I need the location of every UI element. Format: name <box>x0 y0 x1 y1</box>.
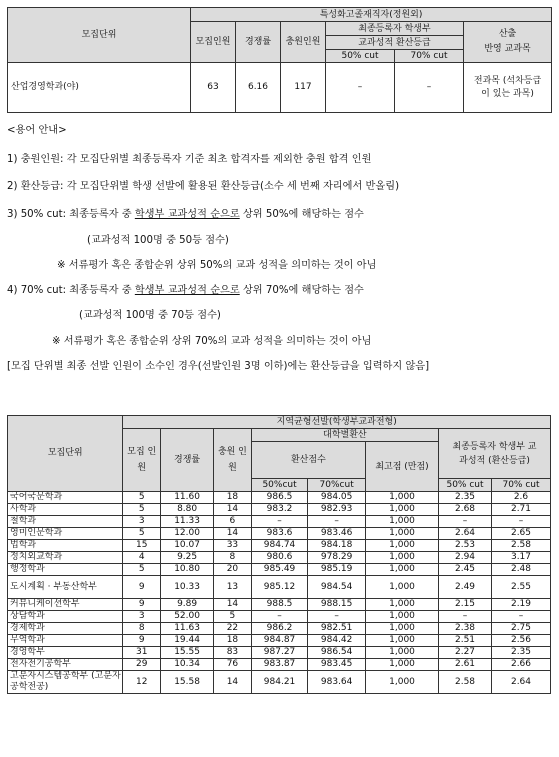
unit-cell: 행정학과 <box>8 564 123 576</box>
note-footer: [모집 단위별 최종 선발 인원이 소수인 경우(선발인원 3명 이하)에는 환산등급을 입력하지 않음] <box>7 361 430 372</box>
note-3-sub: (교과성적 100명 중 50등 점수) <box>87 235 229 246</box>
score-cut70-cell: 985.19 <box>308 564 366 576</box>
note-4-remark: ※ 서류평가 혹은 종합순위 상위 70%의 교과 성적을 의미하는 것이 아님 <box>52 336 372 347</box>
score-cut70-cell: 988.15 <box>308 599 366 611</box>
final-cut50-cell: 2.58 <box>439 671 492 694</box>
score-cut50-cell: 983.87 <box>251 659 308 671</box>
extra-cell: 18 <box>214 635 252 647</box>
final-header: 최종등록자 학생부 교과성적 (환산등급) <box>439 429 551 479</box>
score-cut70-cell: 983.64 <box>308 671 366 694</box>
final-cut50-cell: – <box>439 611 492 623</box>
score-cut50-cell: – <box>251 516 308 528</box>
max-header: 최고점 (만점) <box>366 442 439 492</box>
group-title: 지역균형선발(학생부교과전형) <box>123 416 551 429</box>
unit-cell: 산업경영학과(야) <box>8 63 191 113</box>
table-row <box>8 540 551 552</box>
ratio-cell: 11.63 <box>161 623 214 635</box>
final-cut50-cell: 2.51 <box>439 635 492 647</box>
final-cut50-cell: 2.27 <box>439 647 492 659</box>
unit-header: 모집단위 <box>8 8 191 63</box>
recruits-cell: 15 <box>123 540 161 552</box>
extra-header: 충원 인원 <box>214 429 252 492</box>
note-3 <box>7 205 364 220</box>
note-3-text-end: 상위 50%에 해당하는 점수 <box>239 209 364 220</box>
recruits-cell: 12 <box>123 671 161 694</box>
final-cut50-cell: 2.45 <box>439 564 492 576</box>
table-row <box>8 635 551 647</box>
glossary-heading: <용어 안내> <box>7 125 67 136</box>
note-3-text: 3) 50% cut: 최종등록자 중 <box>7 209 135 220</box>
note-1: 1) 충원인원: 각 모집단위별 최종등록자 기준 최초 합격자를 제외한 충원 합격 인원 <box>7 154 372 165</box>
score-cut70-cell: – <box>308 611 366 623</box>
score-cut70-cell: 982.93 <box>308 504 366 516</box>
score-cut50-cell: 985.12 <box>251 576 308 599</box>
score-cut70-cell: 978.29 <box>308 552 366 564</box>
ratio-cell: 10.80 <box>161 564 214 576</box>
final-cut70-cell: 2.71 <box>492 504 551 516</box>
final-cut70-cell: 3.17 <box>492 552 551 564</box>
score-cut50-cell: 983.6 <box>251 528 308 540</box>
note-4-text: 4) 70% cut: 최종등록자 중 <box>7 285 135 296</box>
recruits-cell: 5 <box>123 504 161 516</box>
recruits-cell: 29 <box>123 659 161 671</box>
unit-cell: 법학과 <box>8 540 123 552</box>
table-row <box>8 504 551 516</box>
final-cut50-cell: 2.35 <box>439 492 492 504</box>
max-cell: 1,000 <box>366 671 439 694</box>
extra-cell: 5 <box>214 611 252 623</box>
score-cut50-cell: – <box>251 611 308 623</box>
final-cut50-cell: 2.61 <box>439 659 492 671</box>
calc-header <box>464 22 552 63</box>
max-cell: 1,000 <box>366 564 439 576</box>
final-cut70-cell: 2.56 <box>492 635 551 647</box>
recruits-cell: 8 <box>123 623 161 635</box>
calc-cell: 전과목 (석차등급이 있는 과목) <box>464 63 552 113</box>
unit-cell: 사학과 <box>8 504 123 516</box>
recruits-header: 모집인원 <box>191 22 236 63</box>
unit-cell: 고분자시스템공학부 (고분자공학전공) <box>8 671 123 694</box>
recruits-cell: 3 <box>123 611 161 623</box>
unit-cell: 경제학과 <box>8 623 123 635</box>
final-cut50-cell: 2.38 <box>439 623 492 635</box>
score-cut50-header: 50%cut <box>251 479 308 492</box>
note-4 <box>7 281 364 296</box>
note-4-sub: (교과성적 100명 중 70등 점수) <box>79 310 221 321</box>
score-cut50-cell: 985.49 <box>251 564 308 576</box>
extra-cell: 14 <box>214 671 252 694</box>
final-cut70-cell: 2.6 <box>492 492 551 504</box>
recruits-cell: 5 <box>123 492 161 504</box>
score-cut70-cell: 984.42 <box>308 635 366 647</box>
max-cell: 1,000 <box>366 623 439 635</box>
table-row <box>8 492 551 504</box>
final-cut50-cell: 2.68 <box>439 504 492 516</box>
ratio-cell: 10.07 <box>161 540 214 552</box>
ratio-cell: 8.80 <box>161 504 214 516</box>
max-cell: 1,000 <box>366 492 439 504</box>
score-cut50-cell: 984.21 <box>251 671 308 694</box>
max-cell: 1,000 <box>366 599 439 611</box>
recruits-cell: 63 <box>191 63 236 113</box>
unit-cell: 상담학과 <box>8 611 123 623</box>
extra-cell: 6 <box>214 516 252 528</box>
recruits-cell: 4 <box>123 552 161 564</box>
table-regional-balance <box>7 415 551 694</box>
table-row <box>8 63 552 113</box>
ratio-cell: 9.25 <box>161 552 214 564</box>
note-2: 2) 환산등급: 각 모집단위별 학생 선발에 활용된 환산등급(소수 세 번째 자리에서 반올림) <box>7 181 400 192</box>
table-row <box>8 516 551 528</box>
final-cut70-cell: 2.75 <box>492 623 551 635</box>
extra-cell: 117 <box>281 63 326 113</box>
cut70-header: 70% cut <box>395 50 464 63</box>
final-cut70-cell: 2.66 <box>492 659 551 671</box>
recruits-cell: 9 <box>123 576 161 599</box>
table-row <box>8 611 551 623</box>
unit-cell: 전자전기공학부 <box>8 659 123 671</box>
final-cut70-cell: 2.55 <box>492 576 551 599</box>
max-cell: 1,000 <box>366 528 439 540</box>
table-row <box>8 528 551 540</box>
score-cut70-cell: 984.54 <box>308 576 366 599</box>
table-row <box>8 564 551 576</box>
ratio-cell: 15.58 <box>161 671 214 694</box>
unit-cell: 영미인문학과 <box>8 528 123 540</box>
max-cell: 1,000 <box>366 504 439 516</box>
note-4-underlined: 학생부 교과성적 순으로 <box>134 285 240 296</box>
final-header-line1: 최종등록자 학생부 <box>326 22 464 36</box>
note-3-underlined: 학생부 교과성적 순으로 <box>134 209 240 220</box>
max-cell: 1,000 <box>366 516 439 528</box>
final-cut50-cell: 2.94 <box>439 552 492 564</box>
recruits-cell: 3 <box>123 516 161 528</box>
recruits-cell: 9 <box>123 599 161 611</box>
cut50-header: 50% cut <box>326 50 395 63</box>
score-cut50-cell: 986.2 <box>251 623 308 635</box>
extra-cell: 22 <box>214 623 252 635</box>
ratio-header: 경쟁률 <box>161 429 214 492</box>
recruits-cell: 5 <box>123 528 161 540</box>
unit-cell: 도시계획 · 부동산학부 <box>8 576 123 599</box>
final-cut50-cell: 2.15 <box>439 599 492 611</box>
score-header: 환산점수 <box>251 442 365 479</box>
max-cell: 1,000 <box>366 647 439 659</box>
score-cut50-cell: 984.74 <box>251 540 308 552</box>
max-cell: 1,000 <box>366 659 439 671</box>
score-cut70-cell: – <box>308 516 366 528</box>
final-cut50-cell: – <box>439 516 492 528</box>
table-row <box>8 552 551 564</box>
final-cut70-cell: 2.65 <box>492 528 551 540</box>
table-row <box>8 599 551 611</box>
max-cell: 1,000 <box>366 552 439 564</box>
table-row <box>8 659 551 671</box>
extra-cell: 33 <box>214 540 252 552</box>
max-cell: 1,000 <box>366 635 439 647</box>
score-cut50-cell: 987.27 <box>251 647 308 659</box>
cut50-cell: – <box>326 63 395 113</box>
recruits-cell: 5 <box>123 564 161 576</box>
ratio-cell: 10.34 <box>161 659 214 671</box>
final-cut50-header: 50% cut <box>439 479 492 492</box>
table-row <box>8 671 551 694</box>
group-title: 특성화고졸재직자(정원외) <box>191 8 552 22</box>
ratio-cell: 9.89 <box>161 599 214 611</box>
final-cut50-cell: 2.64 <box>439 528 492 540</box>
extra-cell: 8 <box>214 552 252 564</box>
unit-cell: 국어국문학과 <box>8 492 123 504</box>
score-cut70-cell: 984.18 <box>308 540 366 552</box>
unit-cell: 철학과 <box>8 516 123 528</box>
final-cut70-cell: 2.19 <box>492 599 551 611</box>
unit-cell: 커뮤니케이션학부 <box>8 599 123 611</box>
extra-header: 충원인원 <box>281 22 326 63</box>
table-special-vocational <box>7 7 552 113</box>
max-cell: 1,000 <box>366 576 439 599</box>
final-cut70-cell: – <box>492 611 551 623</box>
final-cut70-cell: 2.64 <box>492 671 551 694</box>
final-cut70-header: 70% cut <box>492 479 551 492</box>
extra-cell: 14 <box>214 599 252 611</box>
max-cell: 1,000 <box>366 611 439 623</box>
recruits-header: 모집 인원 <box>123 429 161 492</box>
score-cut70-cell: 986.54 <box>308 647 366 659</box>
ratio-cell: 10.33 <box>161 576 214 599</box>
cut70-cell: – <box>395 63 464 113</box>
ratio-cell: 6.16 <box>236 63 281 113</box>
score-cut70-header: 70%cut <box>308 479 366 492</box>
extra-cell: 14 <box>214 504 252 516</box>
score-cut50-cell: 988.5 <box>251 599 308 611</box>
extra-cell: 14 <box>214 528 252 540</box>
table-row <box>8 647 551 659</box>
final-cut70-cell: 2.58 <box>492 540 551 552</box>
extra-cell: 18 <box>214 492 252 504</box>
ratio-cell: 52.00 <box>161 611 214 623</box>
final-header-line2: 교과성적 환산등급 <box>326 36 464 50</box>
final-cut70-cell: 2.35 <box>492 647 551 659</box>
ratio-cell: 19.44 <box>161 635 214 647</box>
final-cut70-cell: 2.48 <box>492 564 551 576</box>
extra-cell: 76 <box>214 659 252 671</box>
univ-header: 대학별환산 <box>251 429 438 442</box>
final-cut70-cell: – <box>492 516 551 528</box>
score-cut70-cell: 983.46 <box>308 528 366 540</box>
ratio-cell: 15.55 <box>161 647 214 659</box>
recruits-cell: 9 <box>123 635 161 647</box>
calc-header-line2: 반영 교과목 <box>484 44 531 54</box>
ratio-cell: 11.33 <box>161 516 214 528</box>
extra-cell: 83 <box>214 647 252 659</box>
score-cut50-cell: 980.6 <box>251 552 308 564</box>
note-3-remark: ※ 서류평가 혹은 종합순위 상위 50%의 교과 성적을 의미하는 것이 아님 <box>57 260 377 271</box>
extra-cell: 20 <box>214 564 252 576</box>
extra-cell: 13 <box>214 576 252 599</box>
final-cut50-cell: 2.53 <box>439 540 492 552</box>
score-cut70-cell: 982.51 <box>308 623 366 635</box>
max-cell: 1,000 <box>366 540 439 552</box>
recruits-cell: 31 <box>123 647 161 659</box>
ratio-header: 경쟁률 <box>236 22 281 63</box>
score-cut70-cell: 984.05 <box>308 492 366 504</box>
table-row <box>8 623 551 635</box>
table-row <box>8 576 551 599</box>
ratio-cell: 11.60 <box>161 492 214 504</box>
unit-cell: 경영학부 <box>8 647 123 659</box>
score-cut50-cell: 983.2 <box>251 504 308 516</box>
calc-header-line1: 산출 <box>498 29 517 39</box>
unit-cell: 무역학과 <box>8 635 123 647</box>
final-cut50-cell: 2.49 <box>439 576 492 599</box>
score-cut50-cell: 984.87 <box>251 635 308 647</box>
unit-header: 모집단위 <box>8 416 123 492</box>
score-cut70-cell: 983.45 <box>308 659 366 671</box>
ratio-cell: 12.00 <box>161 528 214 540</box>
note-4-text-end: 상위 70%에 해당하는 점수 <box>239 285 364 296</box>
unit-cell: 정치외교학과 <box>8 552 123 564</box>
score-cut50-cell: 986.5 <box>251 492 308 504</box>
